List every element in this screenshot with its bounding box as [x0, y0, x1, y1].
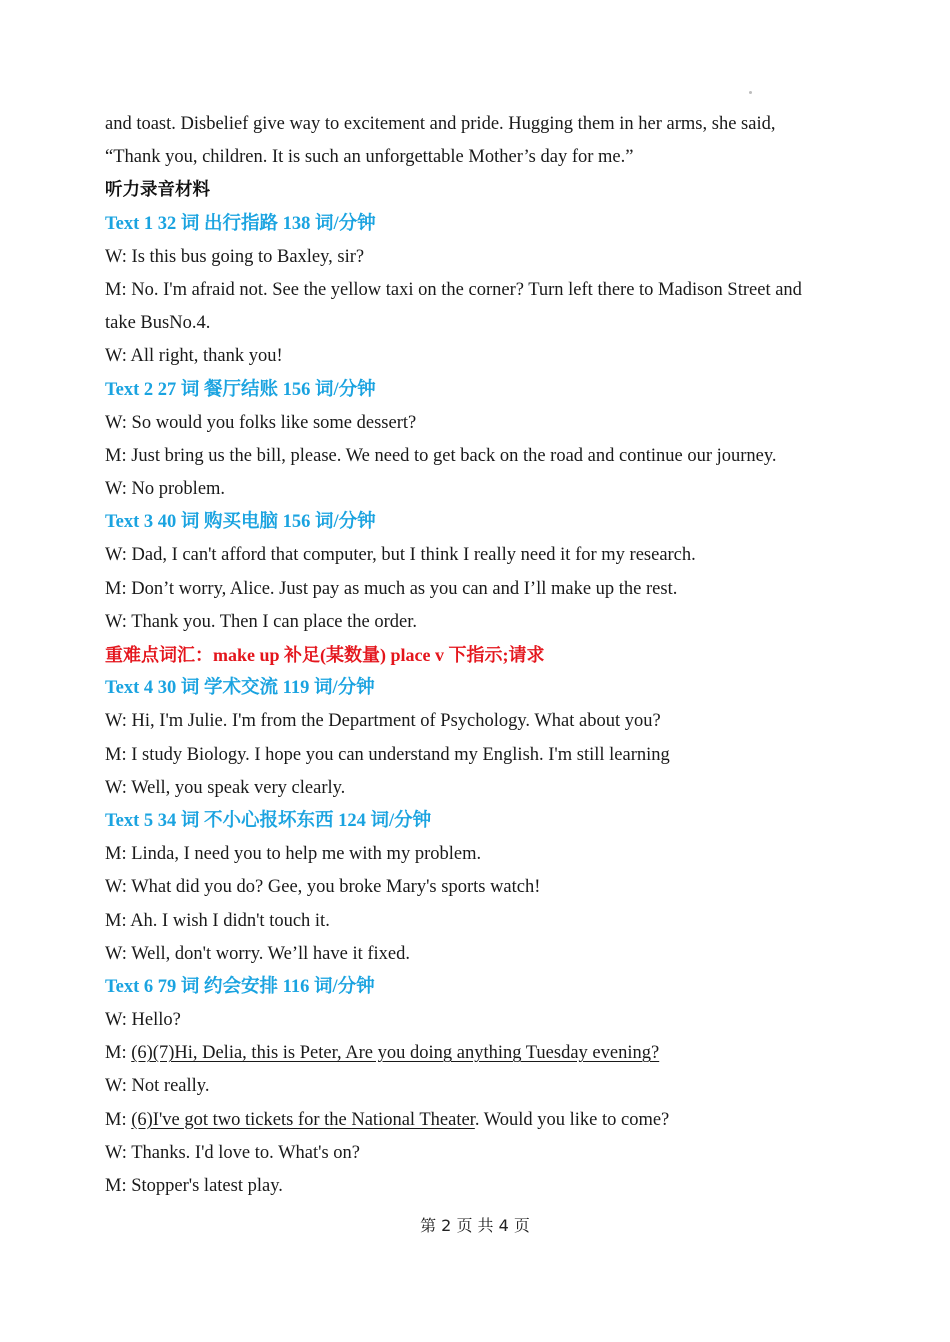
underlined-answer-text: (6)I've got two tickets for the National Theater — [131, 1109, 475, 1130]
dialogue-line: W: So would you folks like some dessert? — [105, 412, 417, 433]
dialogue-line: W: What did you do? Gee, you broke Mary's sports watch! — [105, 877, 541, 898]
dialogue-line — [105, 1104, 855, 1137]
dialogue-line: W: All right, thank you! — [105, 346, 283, 367]
text3-heading: Text 3 40 词 购买电脑 156 词/分钟 — [105, 512, 376, 533]
page-content — [105, 108, 855, 1203]
dialogue-line: M: Stopper's latest play. — [105, 1176, 283, 1196]
dialogue-line: W: Thanks. I'd love to. What's on? — [105, 1142, 360, 1163]
dialogue-line: W: Not really. — [105, 1076, 210, 1097]
dialogue-line: M: No. I'm afraid not. See the yellow taxi on the corner? Turn left there to Madison Street and — [105, 279, 802, 300]
dialogue-rest: . Would you like to come? — [474, 1109, 670, 1130]
underlined-answer-text: (6)(7)Hi, Delia, this is Peter, Are you doing anything Tuesday evening? — [131, 1043, 660, 1064]
section-heading-listening-script: 听力录音材料 — [105, 180, 210, 201]
dialogue-line: M: Ah. I wish I didn't touch it. — [105, 910, 330, 931]
dialogue-line: W: Well, you speak very clearly. — [105, 777, 346, 798]
speaker-prefix: M: — [105, 1109, 132, 1130]
dialogue-line: W: Hello? — [105, 1010, 181, 1031]
text5-heading: Text 5 34 词 不小心报坏东西 124 词/分钟 — [105, 810, 432, 831]
scan-mark — [749, 91, 752, 94]
key-vocabulary-note: 重难点词汇：make up 补足(某数量) place v 下指示;请求 — [105, 645, 545, 665]
dialogue-line: W: No problem. — [105, 479, 226, 500]
text1-heading: Text 1 32 词 出行指路 138 词/分钟 — [105, 213, 376, 234]
page-footer: 第 2 页 共 4 页 — [420, 1216, 530, 1235]
dialogue-line: take BusNo.4. — [105, 313, 211, 334]
text4-heading: Text 4 30 词 学术交流 119 词/分钟 — [105, 678, 375, 699]
dialogue-line: M: Just bring us the bill, please. We need to get back on the road and continue our journey. — [105, 445, 777, 466]
speaker-prefix: M: — [105, 1043, 132, 1064]
dialogue-line: M: Linda, I need you to help me with my problem. — [105, 844, 482, 865]
dialogue-line: W: Thank you. Then I can place the order. — [105, 611, 417, 632]
dialogue-line: M: I study Biology. I hope you can understand my English. I'm still learning — [105, 744, 670, 765]
dialogue-line — [105, 1037, 855, 1070]
text6-heading: Text 6 79 词 约会安排 116 词/分钟 — [105, 976, 375, 997]
story-line-1: and toast. Disbelief give way to excitement and pride. Hugging them in her arms, she said, — [105, 114, 776, 134]
dialogue-line: M: Don’t worry, Alice. Just pay as much as you can and I’ll make up the rest. — [105, 578, 678, 599]
dialogue-line: W: Well, don't worry. We’ll have it fixed. — [105, 943, 411, 964]
dialogue-line: W: Hi, I'm Julie. I'm from the Department of Psychology. What about you? — [105, 711, 661, 732]
text2-heading: Text 2 27 词 餐厅结账 156 词/分钟 — [105, 379, 376, 400]
dialogue-line: W: Is this bus going to Baxley, sir? — [105, 246, 365, 267]
dialogue-line: W: Dad, I can't afford that computer, but I think I really need it for my research. — [105, 545, 696, 566]
story-line-2: “Thank you, children. It is such an unforgettable Mother’s day for me.” — [105, 147, 634, 168]
